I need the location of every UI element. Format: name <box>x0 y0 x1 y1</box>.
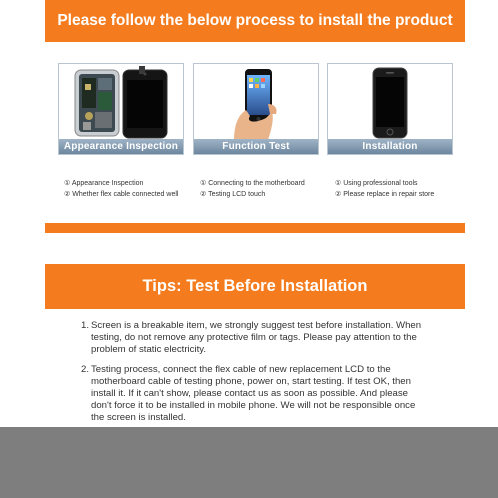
step-appearance-inspection <box>58 63 184 155</box>
note-line: ② Whether flex cable connected well <box>64 191 179 198</box>
step-function-test <box>193 63 319 155</box>
step-caption: Installation <box>328 139 452 154</box>
step-3-notes <box>335 178 434 200</box>
tips-title: Tips: Test Before Installation <box>45 264 465 309</box>
step-installation <box>327 63 453 155</box>
tips-panel <box>45 264 465 434</box>
note-line: ① Appearance Inspection <box>64 180 144 187</box>
note-line: ② Testing LCD touch <box>200 191 266 198</box>
step-1-notes <box>64 178 178 200</box>
process-title: Please follow the below process to install the product <box>45 0 465 42</box>
assembled-phone-image <box>328 64 452 140</box>
tips-list <box>81 320 426 432</box>
disassembled-phone-image <box>59 64 183 140</box>
tip-number: 1. <box>81 320 90 331</box>
install-process-panel <box>45 0 465 233</box>
note-line: ② Please replace in repair store <box>335 191 435 198</box>
tip-item <box>81 364 426 424</box>
tip-number: 2. <box>81 364 90 375</box>
tip-item <box>81 320 426 356</box>
step-caption: Function Test <box>194 139 318 154</box>
note-line: ① Connecting to the motherboard <box>200 180 305 187</box>
gray-footer-band <box>0 427 498 498</box>
step-caption: Appearance Inspection <box>59 139 183 154</box>
tip-text: Testing process, connect the flex cable of new replacement LCD to the motherboard cable of testing phone, power on, start testing. If test OK, then install it. If it can't show, please contact us as soon as possible. And please don't force it to be installed in mobile phone. We will not be responsible once the screen is installed. <box>91 364 416 423</box>
tip-text: Screen is a breakable item, we strongly suggest test before installation. When testing, do not remove any protective film or tags. Please pay attention to the problem of static electricity. <box>91 320 422 355</box>
panel-footer-bar <box>45 223 465 233</box>
hand-holding-phone-image <box>194 64 318 140</box>
note-line: ① Using professional tools <box>335 180 418 187</box>
step-2-notes <box>200 178 305 200</box>
